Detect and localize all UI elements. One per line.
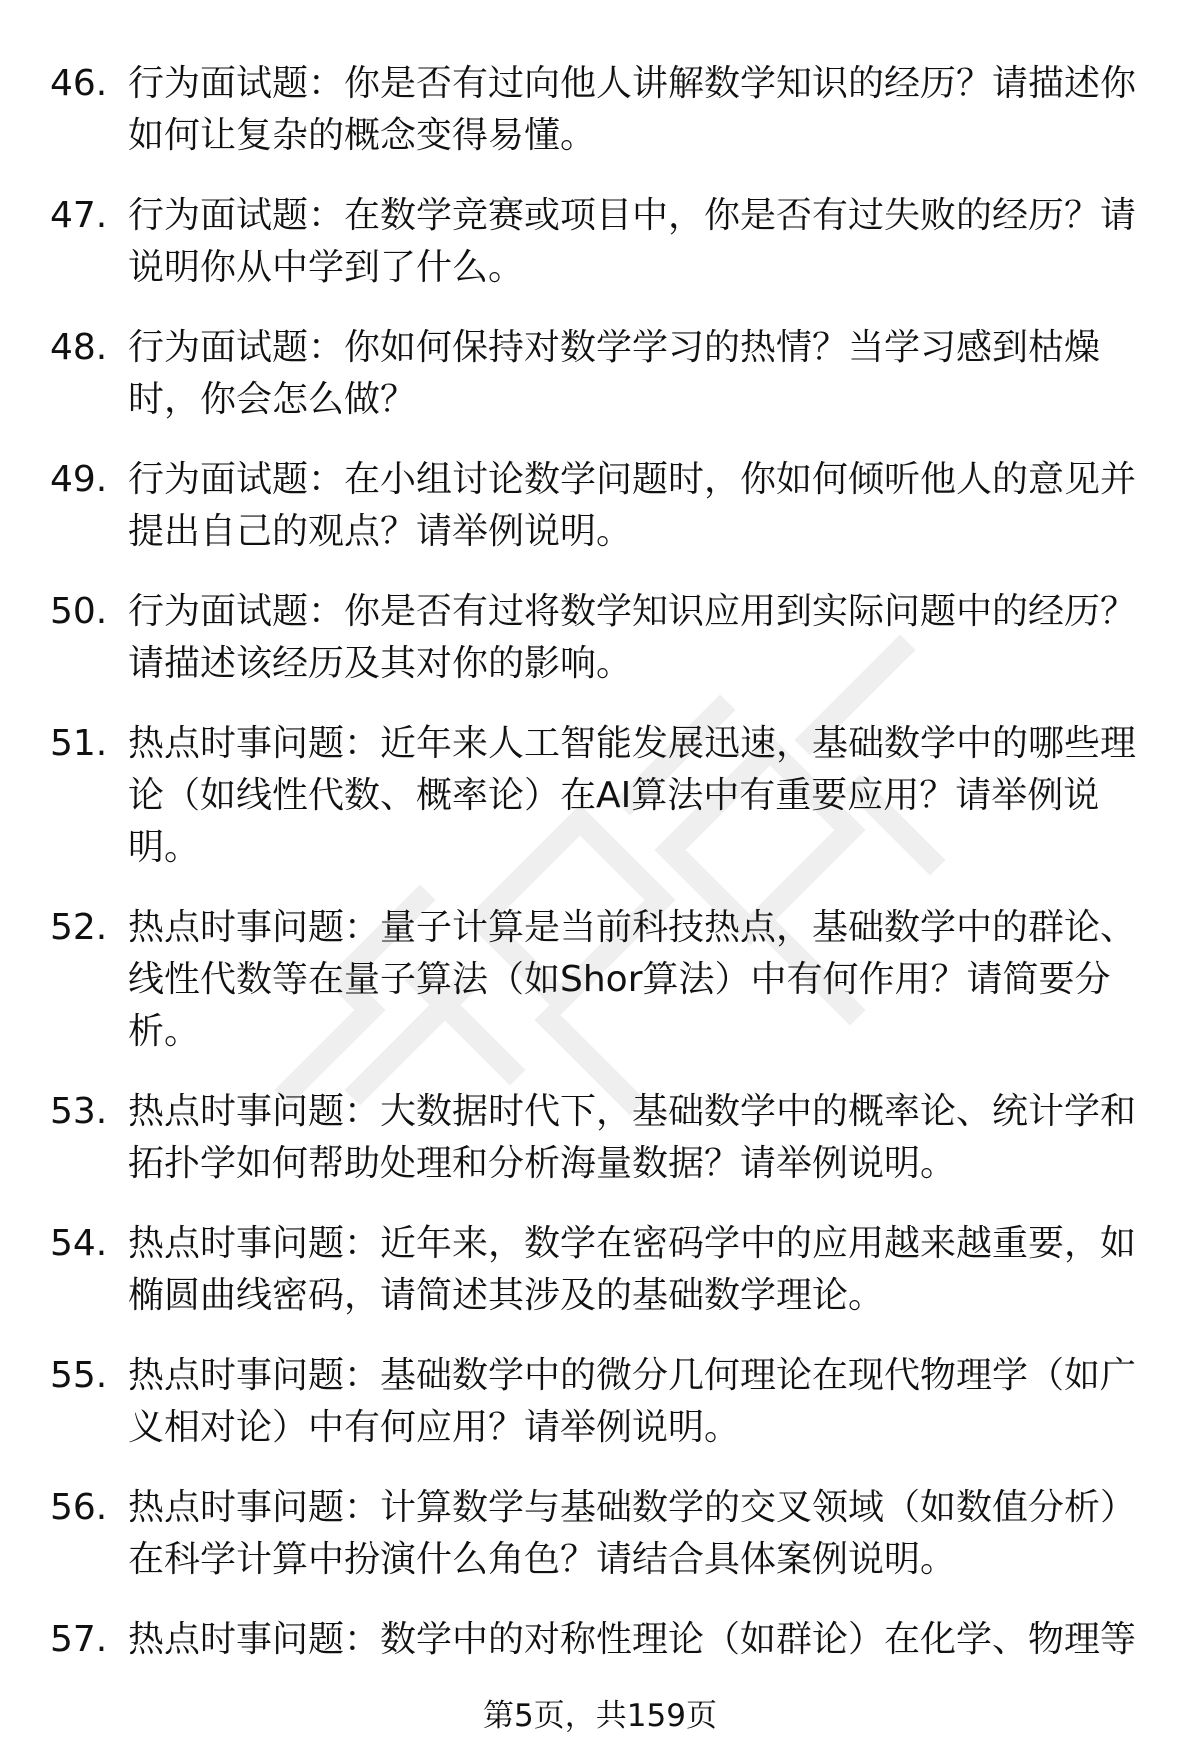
question-text: 行为面试题：你是否有过向他人讲解数学知识的经历？请描述你如何让复杂的概念变得易懂。	[128, 63, 1137, 156]
question-text: 行为面试题：你是否有过将数学知识应用到实际问题中的经历？请描述该经历及其对你的影响。	[128, 591, 1137, 684]
question-text: 热点时事问题：量子计算是当前科技热点，基础数学中的群论、线性代数等在量子算法（如Shor算法）中有何作用？请简要分析。	[128, 907, 1137, 1052]
question-text: 热点时事问题：近年来人工智能发展迅速，基础数学中的哪些理论（如线性代数、概率论）在AI算法中有重要应用？请举例说明。	[128, 723, 1137, 868]
question-item	[50, 1350, 1150, 1454]
question-item	[50, 58, 1150, 162]
question-number: 55.	[50, 1355, 108, 1396]
question-number: 49.	[50, 459, 108, 500]
question-number: 46.	[50, 63, 108, 104]
question-text: 热点时事问题：近年来，数学在密码学中的应用越来越重要，如椭圆曲线密码，请简述其涉及的基础数学理论。	[128, 1223, 1137, 1316]
question-item	[50, 190, 1150, 294]
question-item	[50, 586, 1150, 690]
question-text: 热点时事问题：数学中的对称性理论（如群论）在化学、物理等	[128, 1619, 1137, 1660]
page-indicator: 第5页，共159页	[483, 1698, 717, 1734]
question-item	[50, 1086, 1150, 1190]
question-text: 热点时事问题：计算数学与基础数学的交叉领域（如数值分析）在科学计算中扮演什么角色？请结合具体案例说明。	[128, 1487, 1137, 1580]
question-text: 热点时事问题：大数据时代下，基础数学中的概率论、统计学和拓扑学如何帮助处理和分析海量数据？请举例说明。	[128, 1091, 1137, 1184]
question-item	[50, 1614, 1150, 1666]
question-text: 热点时事问题：基础数学中的微分几何理论在现代物理学（如广义相对论）中有何应用？请举例说明。	[128, 1355, 1137, 1448]
question-item	[50, 454, 1150, 558]
question-item	[50, 1218, 1150, 1322]
question-number: 54.	[50, 1223, 108, 1264]
question-number: 53.	[50, 1091, 108, 1132]
question-item	[50, 1482, 1150, 1586]
question-number: 57.	[50, 1619, 108, 1660]
question-item	[50, 322, 1150, 426]
question-list	[50, 58, 1150, 1694]
question-number: 50.	[50, 591, 108, 632]
question-number: 51.	[50, 723, 108, 764]
question-text: 行为面试题：你如何保持对数学学习的热情？当学习感到枯燥时，你会怎么做？	[128, 327, 1101, 420]
question-text: 行为面试题：在小组讨论数学问题时，你如何倾听他人的意见并提出自己的观点？请举例说明。	[128, 459, 1137, 552]
question-number: 47.	[50, 195, 108, 236]
question-number: 48.	[50, 327, 108, 368]
question-item	[50, 718, 1150, 874]
question-item	[50, 902, 1150, 1058]
question-text: 行为面试题：在数学竞赛或项目中，你是否有过失败的经历？请说明你从中学到了什么。	[128, 195, 1137, 288]
question-number: 52.	[50, 907, 108, 948]
question-number: 56.	[50, 1487, 108, 1528]
